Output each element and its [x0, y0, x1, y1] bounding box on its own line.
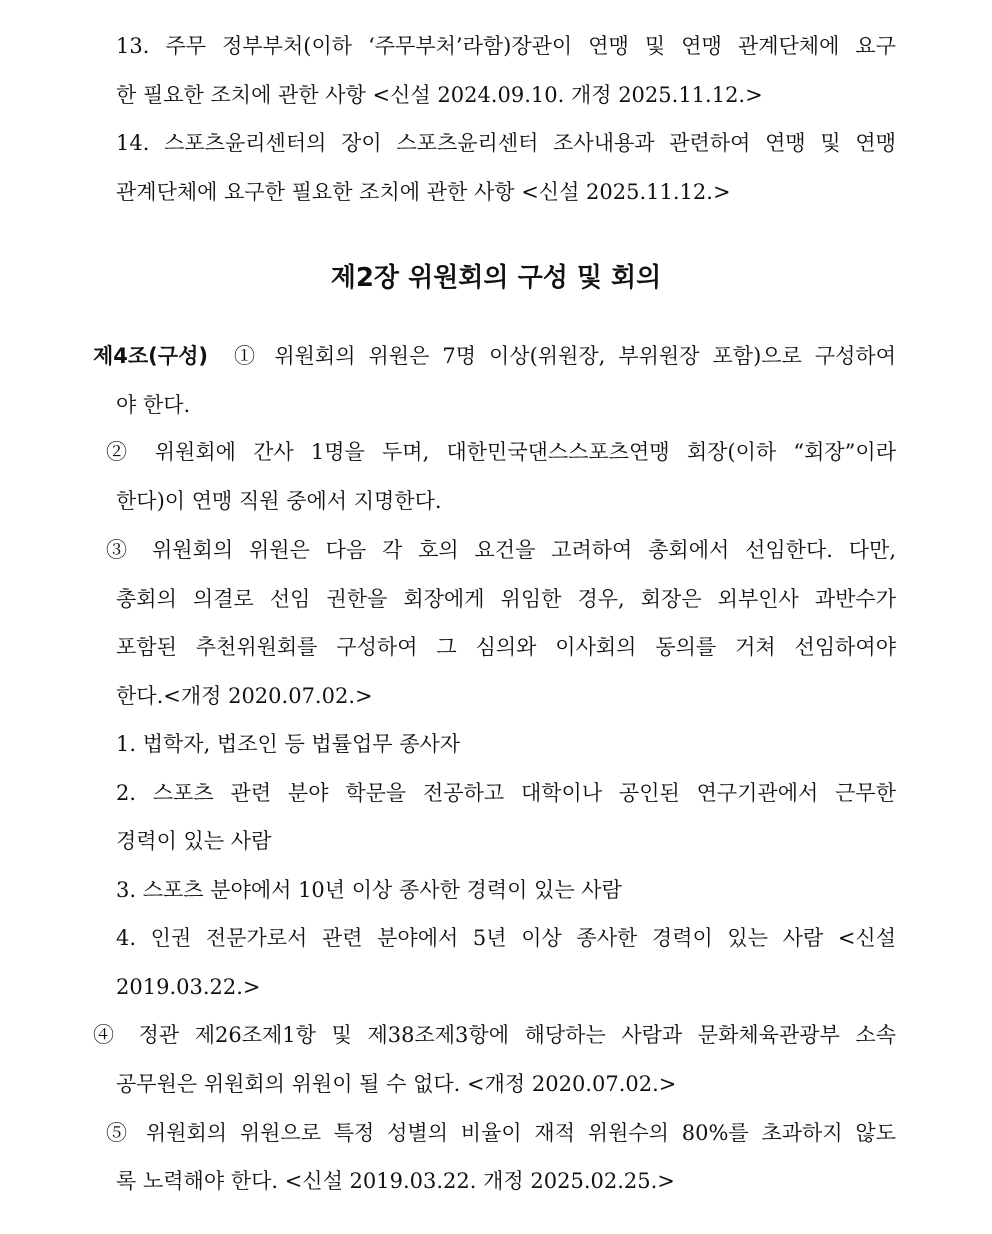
paragraph-5-line-2: 록 노력해야 한다. <신설 2019.03.22. 개정 2025.02.25.> — [116, 1169, 675, 1193]
chapter-heading: 제2장 위원회의 구성 및 회의 — [330, 263, 662, 293]
paragraph-3-line-3: 포함된 추천위원회를 구성하여 그 심의와 이사회의 동의를 거쳐 선임하여야 — [116, 635, 896, 659]
paragraph-4-line-1: ④ 정관 제26조제1항 및 제38조제3항에 해당하는 사람과 문화체육관광부 소속 — [93, 1023, 896, 1047]
sub-item-2-line-2: 경력이 있는 사람 — [116, 829, 272, 853]
sub-item-1: 1. 법학자, 법조인 등 법률업무 종사자 — [116, 732, 461, 756]
paragraph-2-line-1: ② 위원회에 간사 1명을 두며, 대한민국댄스스포츠연맹 회장(이하 “회장”이라 — [106, 440, 896, 464]
paragraph-5-line-1: ⑤ 위원회의 위원으로 특정 성별의 비율이 재적 위원수의 80%를 초과하지 않도 — [106, 1121, 896, 1145]
paragraph-1-text: ① 위원회의 위원은 7명 이상(위원장, 부위원장 포함)으로 구성하여 — [233, 344, 896, 368]
item-13-line-1: 13. 주무 정부부처(이하 ‘주무부처’라함)장관이 연맹 및 연맹 관계단체에 요구 — [116, 34, 896, 58]
paragraph-3-line-1: ③ 위원회의 위원은 다음 각 호의 요건을 고려하여 총회에서 선임한다. 다만, — [106, 538, 896, 562]
article-4-line-1 — [93, 343, 896, 369]
paragraph-4-line-2: 공무원은 위원회의 위원이 될 수 없다. <개정 2020.07.02.> — [116, 1072, 677, 1096]
article-title: 제4조(구성) — [93, 344, 208, 368]
item-14-line-1: 14. 스포츠윤리센터의 장이 스포츠윤리센터 조사내용과 관련하여 연맹 및 연맹 — [116, 131, 896, 155]
sub-item-4-line-2: 2019.03.22.> — [116, 975, 261, 999]
sub-item-3: 3. 스포츠 분야에서 10년 이상 종사한 경력이 있는 사람 — [116, 878, 622, 902]
sub-item-4-line-1: 4. 인권 전문가로서 관련 분야에서 5년 이상 종사한 경력이 있는 사람 <신설 — [116, 926, 896, 950]
paragraph-2-line-2: 한다)이 연맹 직원 중에서 지명한다. — [116, 489, 442, 513]
paragraph-3-line-2: 총회의 의결로 선임 권한을 회장에게 위임한 경우, 회장은 외부인사 과반수가 — [116, 587, 896, 611]
item-14-line-2: 관계단체에 요구한 필요한 조치에 관한 사항 <신설 2025.11.12.> — [116, 180, 731, 204]
sub-item-2-line-1: 2. 스포츠 관련 분야 학문을 전공하고 대학이나 공인된 연구기관에서 근무한 — [116, 781, 896, 805]
item-13-line-2: 한 필요한 조치에 관한 사항 <신설 2024.09.10. 개정 2025.11.12.> — [116, 83, 763, 107]
paragraph-3-line-4: 한다.<개정 2020.07.02.> — [116, 684, 373, 708]
paragraph-1-line-2: 야 한다. — [116, 393, 191, 417]
